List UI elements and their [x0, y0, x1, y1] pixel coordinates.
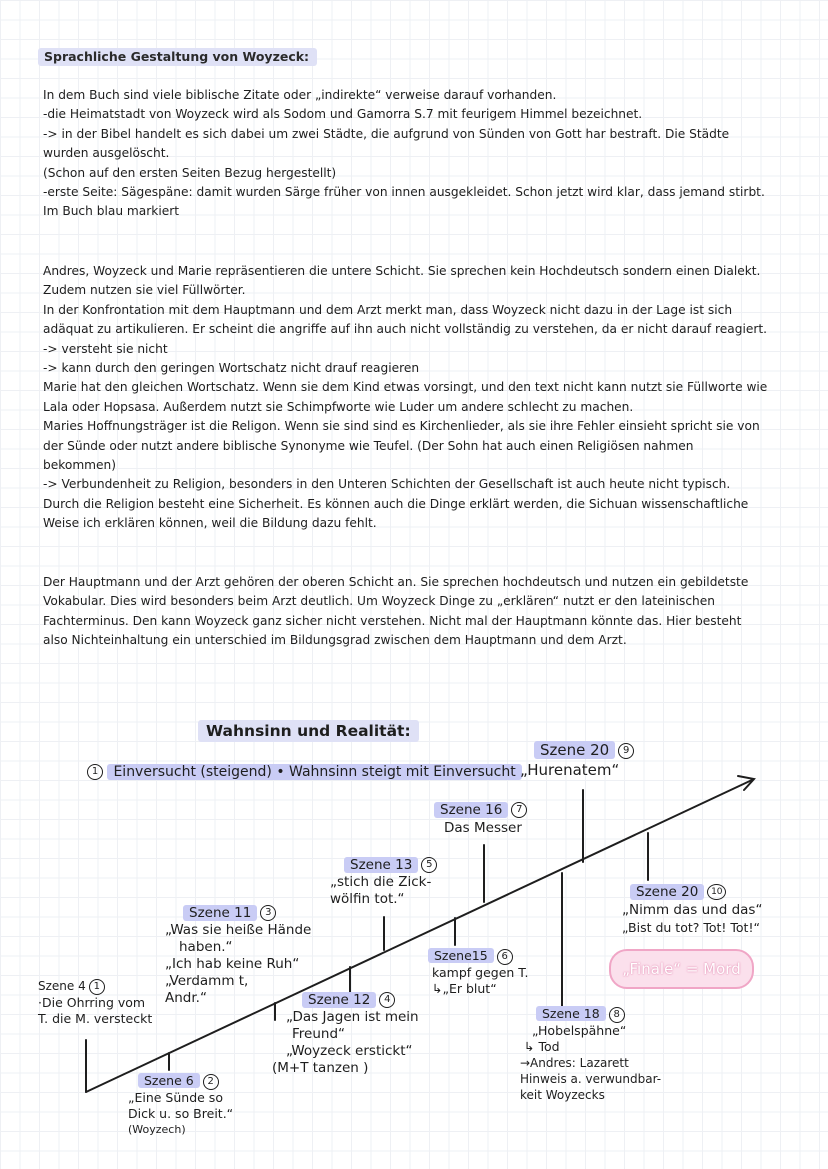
scene-line: kampf gegen T. — [432, 964, 529, 980]
text-line: Im Buch blau markiert — [43, 204, 179, 219]
text-line: Maries Hoffnungsträger ist die Religon. Wenn sie sind sind es Kirchenlieder, als sie ihre Fehler einsieht spricht sie von der Sünde oder nutzt andere biblische Synonyme wie Teufel. (Der Sohn hat auch einen Religiösen nahmen bekommen) — [43, 419, 760, 473]
number-circle: 1 — [89, 979, 105, 995]
scene-line: „Hurenatem“ — [520, 761, 620, 779]
scene-line: Freund“ — [292, 1026, 346, 1042]
number-circle: 3 — [260, 905, 276, 921]
text-line: -> versteht sie nicht — [43, 341, 168, 356]
legend-text: Einversucht (steigend) • Wahnsinn steigt mit Einversucht — [107, 764, 521, 780]
text-line: -erste Seite: Sägespäne: damit wurden Särge früher von innen ausgekleidet. Schon jetzt wird klar, dass jemand stirbt. — [43, 185, 765, 200]
diagram-title: Wahnsinn und Realität: — [198, 720, 419, 742]
text-line: -die Heimatstadt von Woyzeck wird als Sodom und Gamorra S.7 mit feurigem Himmel bezeichnet. — [43, 107, 643, 122]
text-line: In der Konfrontation mit dem Hauptmann und dem Arzt merkt man, dass Woyzeck nicht dazu in der Lage ist sich adäquat zu artikulieren. Er scheint die angriffe auf ihn auch nicht vollständig zu verstehen, da er nicht darauf reagiert. — [43, 302, 767, 337]
scene-szene-20-mord — [622, 883, 762, 937]
scene-line: (M+T tanzen ) — [272, 1060, 369, 1076]
scene-line: „Was sie heiße Hände — [165, 922, 312, 938]
scene-szene-18 — [520, 1006, 661, 1103]
number-circle: 8 — [609, 1007, 625, 1023]
text-line: Andres, Woyzeck und Marie repräsentieren die untere Schicht. Sie sprechen kein Hochdeutsch sondern einen Dialekt. Zudem nutzen sie viel Füllwörter. — [43, 264, 761, 298]
scene-label: Szene 20 — [630, 884, 704, 900]
scene-line: Hinweis a. verwundbar- — [520, 1071, 662, 1086]
number-circle: 7 — [511, 802, 527, 818]
text-line: In dem Buch sind viele biblische Zitate oder „indirekte“ verweise darauf vorhanden. — [43, 88, 557, 102]
scene-szene-6 — [128, 1073, 233, 1138]
scene-label: Szene 13 — [344, 857, 418, 873]
number-circle: 2 — [203, 1074, 219, 1090]
text-line: Der Hauptmann und der Arzt gehören der oberen Schicht an. Sie sprechen hochdeutsch und nutzen ein gebildetste Vokabular. Dies wird besonders beim Arzt deutlich. Um Woyzeck Dinge zu „erklären“ nutzt er den lateinischen Fachterminus. Den kann Woyzeck ganz sicher nicht verstehen. Nicht mal der Hauptmann könnte das. Hier besteht also Nichteinhaltung ein unterschied im Bildungsgrad zwischen dem Hauptmann und dem Arzt. — [43, 575, 749, 648]
number-circle: 1 — [87, 764, 103, 780]
scene-line: ↳ Tod — [524, 1038, 560, 1054]
number-circle: 4 — [379, 992, 395, 1008]
scene-line: Das Messer — [444, 820, 522, 836]
paragraph-upper-class — [43, 573, 768, 651]
number-circle: 5 — [421, 857, 437, 873]
number-circle: 10 — [707, 884, 726, 900]
scene-line: „stich die Zick- — [330, 874, 432, 890]
text-line: -> in der Bibel handelt es sich dabei um zwei Städte, die aufgrund von Sünden von Gott har bestraft. Die Städte wurden ausgelöscht. — [43, 126, 730, 161]
paragraph-lower-class — [43, 262, 768, 534]
number-circle: 6 — [497, 949, 513, 965]
scene-szene-4 — [38, 978, 152, 1027]
scene-line: „Eine Sünde so — [128, 1089, 223, 1105]
scene-line: wölfin tot.“ — [330, 891, 405, 907]
page-heading: Sprachliche Gestaltung von Woyzeck: — [38, 48, 317, 66]
scene-line: Dick u. so Breit.“ — [128, 1105, 234, 1121]
scene-label: Szene 12 — [302, 992, 376, 1008]
scene-line: „Hobelspähne“ — [532, 1022, 627, 1038]
text-line: -> Verbundenheit zu Religion, besonders in den Unteren Schichten der Gesellschaft ist auch heute nicht typisch. Durch die Religion besteht eine Sicherheit. Es können auch die Dinge erklärt werden, die Sichuan wissenschaftliche Weise ich erklären können, weil die Bildung dazu fehlt. — [43, 477, 749, 531]
scene-szene-15 — [428, 948, 528, 997]
scene-line: haben.“ — [179, 939, 233, 955]
scene-line: Andr.“ — [165, 990, 207, 1006]
scene-label: Szene 20 — [534, 741, 615, 759]
text-line: Marie hat den gleichen Wortschatz. Wenn sie dem Kind etwas vorsingt, und den text nicht kann nutzt sie Füllworte wie Lala oder Hopsasa. Außerdem nutzt sie Schimpfworte wie Luder um andere schlecht zu machen. — [43, 380, 768, 414]
scene-line: T. die M. versteckt — [38, 1010, 153, 1026]
scene-szene-16 — [434, 801, 527, 837]
text-line: -> kann durch den geringen Wortschatz nicht drauf reagieren — [43, 361, 420, 376]
scene-line: „Nimm das und das“ — [622, 902, 763, 918]
scene-line: →Andres: Lazarett — [520, 1055, 629, 1070]
scene-line: „Bist du tot? Tot! Tot!“ — [622, 920, 760, 935]
scene-label: Szene 6 — [138, 1073, 200, 1088]
scene-label: Szene 16 — [434, 802, 508, 818]
scene-label: Szene 11 — [183, 905, 257, 921]
scene-label: Szene 18 — [536, 1006, 606, 1021]
scene-line: „Verdamm t, — [165, 973, 249, 989]
paragraph-bible-references — [43, 86, 768, 222]
scene-szene-12 — [272, 992, 419, 1077]
scene-szene-13 — [330, 857, 437, 908]
scene-line: keit Woyzecks — [520, 1087, 605, 1102]
scene-szene-20-hurenatem — [520, 740, 634, 780]
scene-line: (Woyzech) — [128, 1122, 186, 1136]
scene-line: „Woyzeck erstickt“ — [286, 1043, 413, 1059]
finale-badge: „Finale“ = Mord — [609, 949, 754, 989]
scene-line: „Das Jagen ist mein — [286, 1009, 419, 1025]
timeline-arrowhead — [738, 776, 754, 790]
text-line: (Schon auf den ersten Seiten Bezug hergestellt) — [43, 165, 337, 180]
scene-label: Szene15 — [428, 948, 494, 963]
scene-label: Szene 4 — [38, 979, 86, 993]
diagram-legend — [84, 764, 522, 780]
number-circle: 9 — [618, 743, 634, 759]
scene-line: ·Die Ohrring vom — [38, 994, 146, 1010]
scene-line: „Ich hab keine Ruh“ — [165, 956, 300, 972]
scene-line: ↳„Er blut“ — [432, 980, 497, 996]
